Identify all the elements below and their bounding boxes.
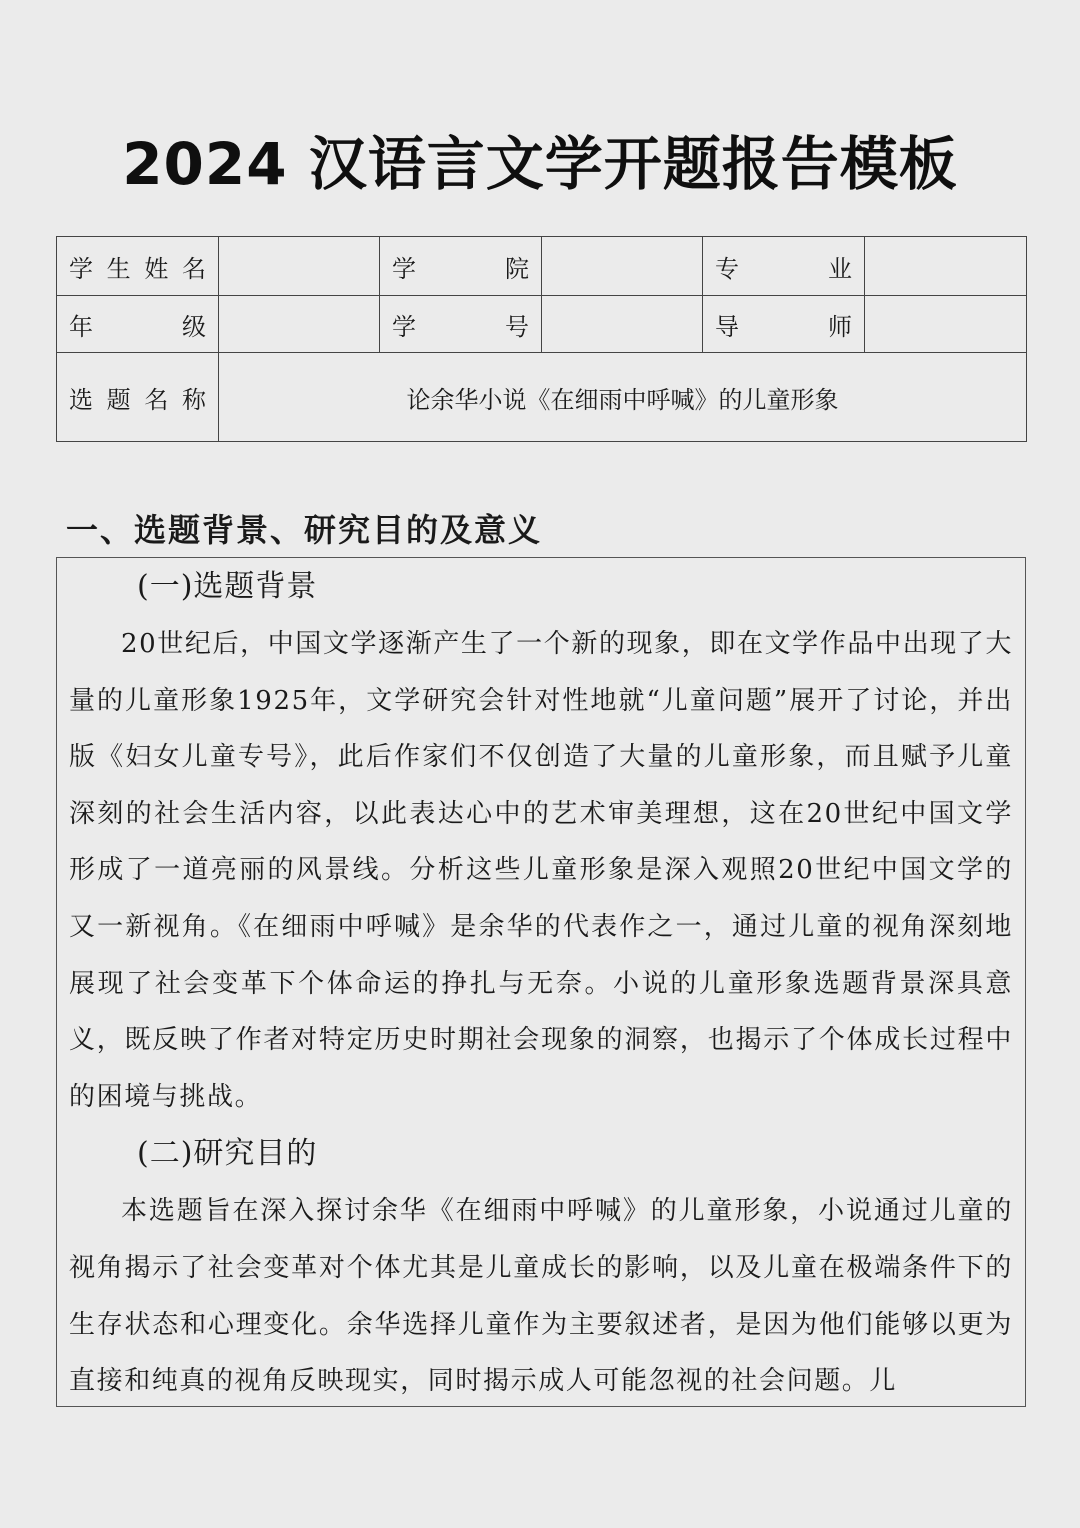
subsection-heading-purpose: (二)研究目的 (137, 1136, 318, 1172)
grade-label: 年 级 (57, 296, 219, 353)
major-label: 专 业 (703, 237, 865, 296)
purpose-paragraph: 本选题旨在深入探讨余华《在细雨中呼喊》的儿童形象，小说通过儿童的视角揭示了社会变革对个体尤其是儿童成长的影响，以及儿童在极端条件下的生存状态和心理变化。余华选择儿童作为主要叙述者，是因为他们能够以更为直接和纯真的视角反映现实，同时揭示成人可能忽视的社会问题。儿 (69, 1196, 1013, 1397)
college-label: 学 院 (380, 237, 542, 296)
student-id-label: 学 号 (380, 296, 542, 353)
advisor-label: 导 师 (703, 296, 865, 353)
topic-value: 论余华小说《在细雨中呼喊》的儿童形象 (219, 353, 1027, 442)
student-name-label: 学 生 姓 名 (57, 237, 219, 296)
page-title: 2024 汉语言文学开题报告模板 (122, 130, 958, 198)
grade-field[interactable] (219, 296, 380, 353)
major-field[interactable] (865, 237, 1027, 296)
student-name-field[interactable] (219, 237, 380, 296)
section-content-box (56, 557, 1026, 1407)
topic-label: 选 题 名 称 (57, 353, 219, 442)
student-id-field[interactable] (542, 296, 703, 353)
student-info-table (56, 236, 1027, 442)
section-heading: 一、选题背景、研究目的及意义 (66, 511, 543, 549)
college-field[interactable] (542, 237, 703, 296)
background-paragraph: 20世纪后，中国文学逐渐产生了一个新的现象，即在文学作品中出现了大量的儿童形象1925年，文学研究会针对性地就“儿童问题”展开了讨论，并出版《妇女儿童专号》，此后作家们不仅创造了大量的儿童形象，而且赋予儿童深刻的社会生活内容，以此表达心中的艺术审美理想，这在20世纪中国文学形成了一道亮丽的风景线。分析这些儿童形象是深入观照20世纪中国文学的又一新视角。《在细雨中呼喊》是余华的代表作之一，通过儿童的视角深刻地展现了社会变革下个体命运的挣扎与无奈。小说的儿童形象选题背景深具意义，既反映了作者对特定历史时期社会现象的洞察，也揭示了个体成长过程中的困境与挑战。 (69, 629, 1013, 1112)
advisor-field[interactable] (865, 296, 1027, 353)
subsection-heading-background: (一)选题背景 (137, 569, 318, 604)
